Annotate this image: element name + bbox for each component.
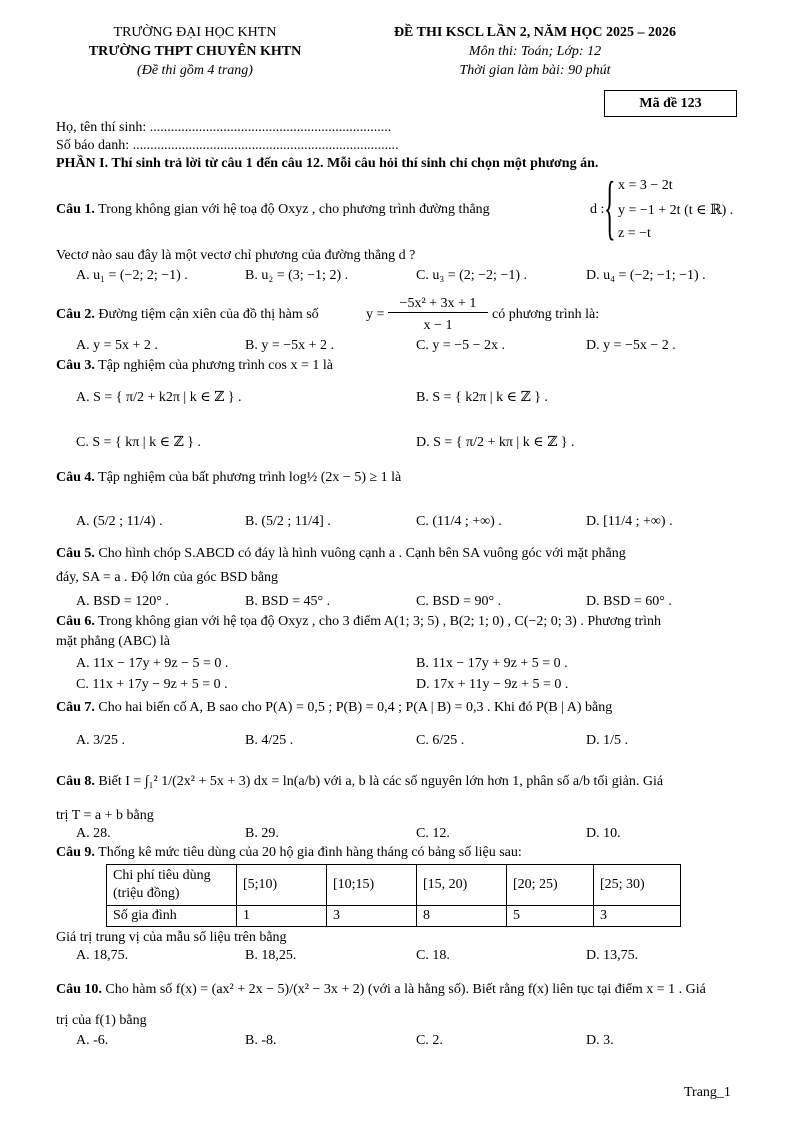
system-row-1: x = 3 − 2t xyxy=(618,178,673,193)
question-label: Câu 9. xyxy=(56,845,95,860)
q9-option-a[interactable]: A. 18,75. xyxy=(76,948,129,963)
table-cell: [25; 30) xyxy=(594,865,681,906)
part-one-heading: PHẦN I. Thí sinh trả lời từ câu 1 đến câu 12. Mỗi câu hỏi thí sinh chỉ chọn một phương án. xyxy=(56,156,599,171)
q8-option-c[interactable]: C. 12. xyxy=(416,826,450,841)
question-6 xyxy=(56,614,661,630)
q6-option-a[interactable]: A. 11x − 17y + 9z − 5 = 0 . xyxy=(76,656,229,671)
fraction-numerator: −5x² + 3x + 1 xyxy=(388,296,488,313)
table-row xyxy=(107,865,681,906)
q1-option-b[interactable]: B. u₂ = (3; −1; 2) . xyxy=(245,268,349,283)
table-cell: 3 xyxy=(327,906,417,927)
question-1 xyxy=(56,202,490,218)
line-d-label: d : xyxy=(590,202,605,217)
question-text: Đường tiệm cận xiên của đồ thị hàm số xyxy=(98,307,319,322)
q8-option-a[interactable]: A. 28. xyxy=(76,826,111,841)
q7-option-a[interactable]: A. 3/25 . xyxy=(76,733,125,748)
q3-option-c[interactable]: C. S = { kπ | k ∈ ℤ } . xyxy=(76,435,201,450)
question-label: Câu 6. xyxy=(56,614,95,629)
page-number: Trang_1 xyxy=(684,1085,731,1100)
table-cell: 3 xyxy=(594,906,681,927)
fraction-denominator: x − 1 xyxy=(423,318,453,333)
q5-option-a[interactable]: A. BSD = 120° . xyxy=(76,594,169,609)
table-cell: [15, 20) xyxy=(417,865,507,906)
question-5-line-2: đáy, SA = a . Độ lớn của góc BSD bằng xyxy=(56,570,279,585)
question-label: Câu 3. xyxy=(56,358,95,373)
q10-option-b[interactable]: B. -8. xyxy=(245,1033,277,1048)
q8-option-b[interactable]: B. 29. xyxy=(245,826,279,841)
q8-option-d[interactable]: D. 10. xyxy=(586,826,621,841)
system-row-2: y = −1 + 2t (t ∈ ℝ) . xyxy=(618,203,734,218)
question-1-ask: Vectơ nào sau đây là một vectơ chỉ phương của đường thẳng d ? xyxy=(56,248,416,263)
q2-option-c[interactable]: C. y = −5 − 2x . xyxy=(416,338,506,353)
q6-option-b[interactable]: B. 11x − 17y + 9z + 5 = 0 . xyxy=(416,656,568,671)
fx-label: y = xyxy=(366,307,385,322)
q6-option-c[interactable]: C. 11x + 17y − 9z + 5 = 0 . xyxy=(76,677,228,692)
q3-option-d[interactable]: D. S = { π/2 + kπ | k ∈ ℤ } . xyxy=(416,435,575,450)
exam-code-box: Mã đề 123 xyxy=(604,90,737,117)
question-text: Biết I = ∫₁² 1/(2x² + 5x + 3) dx = ln(a/b) với a, b là các số nguyên lớn hơn 1, phân số a/b tối giản. Giá xyxy=(98,774,664,789)
question-text: Trong không gian với hệ tọa độ Oxyz , cho 3 điểm A(1; 3; 5) , B(2; 1; 0) , C(−2; 0; 3) . Phương trình xyxy=(98,614,662,629)
frequency-table xyxy=(106,864,681,927)
table-cell: [10;15) xyxy=(327,865,417,906)
page-count-note: (Đề thi gồm 4 trang) xyxy=(137,63,253,78)
question-5 xyxy=(56,546,626,562)
q4-option-d[interactable]: D. [11/4 ; +∞) . xyxy=(586,514,673,529)
q2-option-a[interactable]: A. y = 5x + 2 . xyxy=(76,338,158,353)
table-header-cell: Số gia đình xyxy=(107,906,237,927)
q10-option-a[interactable]: A. -6. xyxy=(76,1033,109,1048)
q3-option-a[interactable]: A. S = { π/2 + k2π | k ∈ ℤ } . xyxy=(76,390,242,405)
student-name-line: Họ, tên thí sinh: ..................................................................... xyxy=(56,120,392,135)
question-label: Câu 8. xyxy=(56,774,95,789)
q9-option-d[interactable]: D. 13,75. xyxy=(586,948,639,963)
q5-option-d[interactable]: D. BSD = 60° . xyxy=(586,594,672,609)
system-row-3: z = −t xyxy=(618,226,651,241)
question-9 xyxy=(56,845,522,861)
subject-line: Môn thi: Toán; Lớp: 12 xyxy=(468,44,602,59)
question-10-line-2: trị của f(1) bằng xyxy=(56,1013,147,1028)
q5-option-b[interactable]: B. BSD = 45° . xyxy=(245,594,331,609)
question-2-tail: có phương trình là: xyxy=(492,307,600,322)
question-label: Câu 7. xyxy=(56,700,95,715)
question-label: Câu 1. xyxy=(56,202,95,217)
q3-option-b[interactable]: B. S = { k2π | k ∈ ℤ } . xyxy=(416,390,548,405)
question-text: Tập nghiệm của phương trình cos x = 1 là xyxy=(98,358,333,373)
q9-option-b[interactable]: B. 18,25. xyxy=(245,948,297,963)
question-3 xyxy=(56,358,333,374)
system-brace: { xyxy=(604,171,616,249)
q7-option-d[interactable]: D. 1/5 . xyxy=(586,733,628,748)
question-7 xyxy=(56,700,612,716)
question-2 xyxy=(56,307,319,323)
q9-option-c[interactable]: C. 18. xyxy=(416,948,450,963)
question-text: Cho hai biến cố A, B sao cho P(A) = 0,5 ; P(B) = 0,4 ; P(A | B) = 0,3 . Khi đó P(B | A) bằng xyxy=(98,700,613,715)
table-cell: [5;10) xyxy=(237,865,327,906)
q7-option-c[interactable]: C. 6/25 . xyxy=(416,733,465,748)
table-cell: 1 xyxy=(237,906,327,927)
q2-option-d[interactable]: D. y = −5x − 2 . xyxy=(586,338,676,353)
question-6-line-2: mặt phẳng (ABC) là xyxy=(56,634,170,649)
q10-option-d[interactable]: D. 3. xyxy=(586,1033,614,1048)
question-4 xyxy=(56,470,401,486)
school-name: TRƯỜNG THPT CHUYÊN KHTN xyxy=(88,44,302,59)
table-cell: 5 xyxy=(507,906,594,927)
question-text: Thống kê mức tiêu dùng của 20 hộ gia đình hàng tháng có bảng số liệu sau: xyxy=(98,845,522,860)
q7-option-b[interactable]: B. 4/25 . xyxy=(245,733,294,748)
question-text: Tập nghiệm của bất phương trình log½ (2x − 5) ≥ 1 là xyxy=(98,470,402,485)
question-10 xyxy=(56,982,706,998)
q1-option-a[interactable]: A. u₁ = (−2; 2; −1) . xyxy=(76,268,188,283)
student-id-line: Số báo danh: ............................................................................ xyxy=(56,138,399,153)
time-line: Thời gian làm bài: 90 phút xyxy=(459,63,611,78)
q6-option-d[interactable]: D. 17x + 11y − 9z + 5 = 0 . xyxy=(416,677,569,692)
table-cell: 8 xyxy=(417,906,507,927)
question-label: Câu 2. xyxy=(56,307,95,322)
exam-title: ĐỀ THI KSCL LẦN 2, NĂM HỌC 2025 – 2026 xyxy=(393,25,677,40)
question-text: Cho hàm số f(x) = (ax² + 2x − 5)/(x² − 3x + 2) (với a là hằng số). Biết rằng f(x) liên tục tại điểm x = 1 . Giá xyxy=(105,982,706,997)
q10-option-c[interactable]: C. 2. xyxy=(416,1033,443,1048)
question-label: Câu 5. xyxy=(56,546,95,561)
q4-option-c[interactable]: C. (11/4 ; +∞) . xyxy=(416,514,502,529)
table-header-cell: Chi phí tiêu dùng (triệu đồng) xyxy=(107,865,237,906)
q1-option-d[interactable]: D. u₄ = (−2; −1; −1) . xyxy=(586,268,706,283)
question-label: Câu 4. xyxy=(56,470,95,485)
table-row xyxy=(107,906,681,927)
q4-option-a[interactable]: A. (5/2 ; 11/4) . xyxy=(76,514,163,529)
question-label: Câu 10. xyxy=(56,982,102,997)
question-8-line-2: trị T = a + b bằng xyxy=(56,808,154,823)
university-name: TRƯỜNG ĐẠI HỌC KHTN xyxy=(113,25,277,40)
q4-option-b[interactable]: B. (5/2 ; 11/4] . xyxy=(245,514,331,529)
question-text: Cho hình chóp S.ABCD có đáy là hình vuông cạnh a . Cạnh bên SA vuông góc với mặt phẳng xyxy=(98,546,626,561)
question-8 xyxy=(56,774,663,790)
q5-option-c[interactable]: C. BSD = 90° . xyxy=(416,594,502,609)
question-9-line-2: Giá trị trung vị của mẫu số liệu trên bằng xyxy=(56,930,287,945)
table-cell: [20; 25) xyxy=(507,865,594,906)
question-text: Trong không gian với hệ toạ độ Oxyz , cho phương trình đường thẳng xyxy=(98,202,490,217)
q2-option-b[interactable]: B. y = −5x + 2 . xyxy=(245,338,335,353)
q1-option-c[interactable]: C. u₃ = (2; −2; −1) . xyxy=(416,268,528,283)
